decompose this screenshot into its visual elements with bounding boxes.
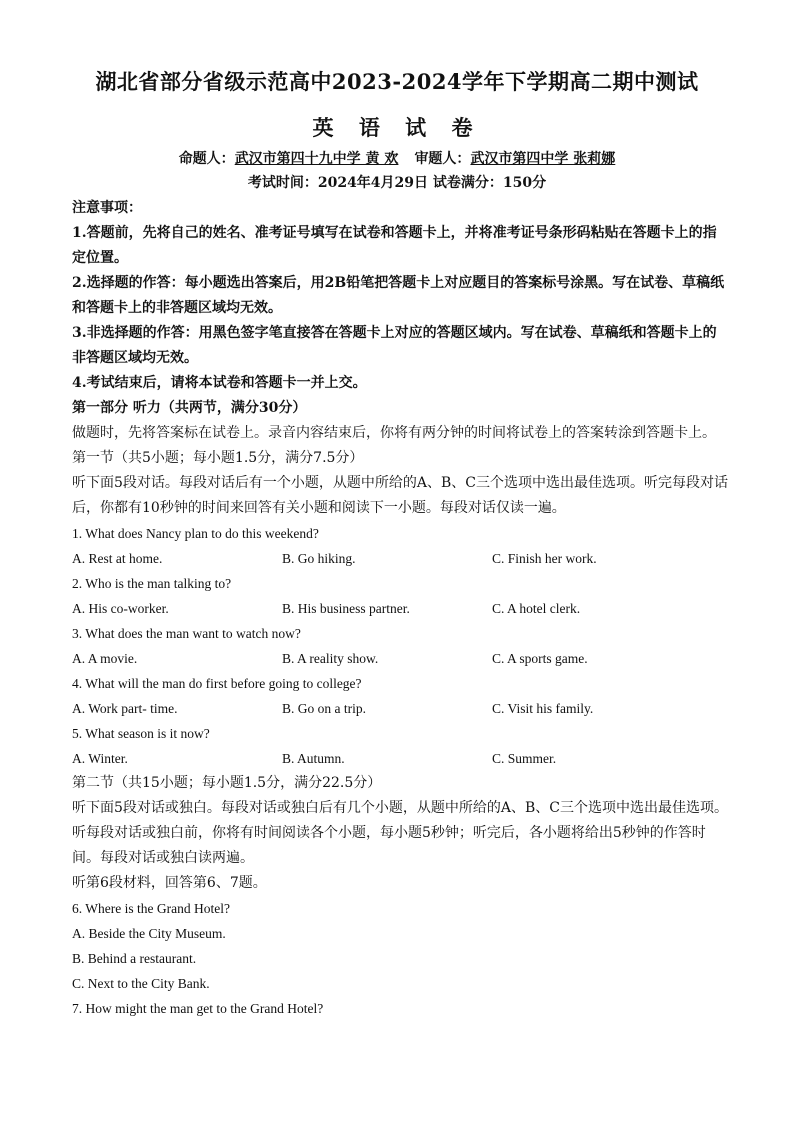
exam-info: 考试时间：2024年4月29日 试卷满分：150分: [247, 175, 547, 191]
question-6-option-b: B. Behind a restaurant.: [72, 951, 197, 966]
option-b: B. A reality show.: [282, 651, 379, 666]
page-title: 湖北省部分省级示范高中2023-2024学年下学期高二期中测试: [95, 69, 699, 94]
page-subtitle: 英 语 试 卷: [312, 115, 482, 140]
question-2-options: [72, 596, 728, 621]
reviewer-name: 武汉市第四中学 张莉娜: [470, 151, 616, 167]
note-item: 4.考试结束后，请将本试卷和答题卡一并上交。: [72, 375, 367, 391]
authors-line: [0, 148, 794, 168]
option-a: A. Work part- time.: [72, 701, 178, 716]
option-c: C. A hotel clerk.: [492, 601, 581, 616]
exam-body: [72, 196, 728, 1021]
reviewer-label: 审题人：: [414, 151, 471, 167]
question-4: 4. What will the man do first before going to college?: [72, 676, 362, 691]
option-a: A. Winter.: [72, 751, 128, 766]
option-a: A. A movie.: [72, 651, 138, 666]
question-1: 1. What does Nancy plan to do this weekend?: [72, 526, 319, 541]
notes-heading: 注意事项：: [72, 200, 142, 216]
section2-heading: 第二节（共15小题；每小题1.5分，满分22.5分）: [72, 775, 382, 791]
option-a: A. Rest at home.: [72, 551, 163, 566]
question-3-options: [72, 646, 728, 671]
question-1-options: [72, 546, 728, 571]
question-2: 2. Who is the man talking to?: [72, 576, 232, 591]
material-6-label: 听第6段材料，回答第6、7题。: [72, 875, 267, 891]
section1-instructions: 听下面5段对话。每段对话后有一个小题，从题中所给的A、B、C三个选项中选出最佳选项。听完每段对话后，你都有10秒钟的时间来回答有关小题和阅读下一小题。每段对话仅读一遍。: [72, 475, 729, 516]
part1-intro: 做题时，先将答案标在试卷上。录音内容结束后，你将有两分钟的时间将试卷上的答案转涂到答题卡上。: [72, 425, 716, 441]
option-b: B. His business partner.: [282, 601, 410, 616]
question-5: 5. What season is it now?: [72, 726, 210, 741]
question-6-option-a: A. Beside the City Museum.: [72, 926, 226, 941]
note-item: 1.答题前，先将自己的姓名、准考证号填写在试卷和答题卡上，并将准考证号条形码粘贴在答题卡上的指定位置。: [72, 225, 717, 266]
option-b: B. Go hiking.: [282, 551, 356, 566]
section1-heading: 第一节（共5小题；每小题1.5分，满分7.5分）: [72, 450, 364, 466]
question-4-options: [72, 696, 728, 721]
question-6: 6. Where is the Grand Hotel?: [72, 901, 230, 916]
option-c: C. A sports game.: [492, 651, 588, 666]
option-c: C. Visit his family.: [492, 701, 594, 716]
note-item: 3.非选择题的作答：用黑色签字笔直接答在答题卡上对应的答题区域内。写在试卷、草稿纸和答题卡上的非答题区域均无效。: [72, 325, 717, 366]
question-6-option-c: C. Next to the City Bank.: [72, 976, 210, 991]
note-item: 2.选择题的作答：每小题选出答案后，用2B铅笔把答题卡上对应题目的答案标号涂黑。写在试卷、草稿纸和答题卡上的非答题区域均无效。: [72, 275, 725, 316]
option-c: C. Finish her work.: [492, 551, 597, 566]
setter-label: 命题人：: [178, 151, 235, 167]
setter-name: 武汉市第四十九中学 黄 欢: [234, 151, 399, 167]
option-c: C. Summer.: [492, 751, 557, 766]
section2-instructions: 听下面5段对话或独白。每段对话或独白后有几个小题，从题中所给的A、B、C三个选项中选出最佳选项。听每段对话或独白前，你将有时间阅读各个小题，每小题5秒钟；听完后，各小题将给出5秒钟的作答时间。每段对话或独白读两遍。: [72, 800, 729, 866]
question-3: 3. What does the man want to watch now?: [72, 626, 301, 641]
option-a: A. His co-worker.: [72, 601, 169, 616]
option-b: B. Go on a trip.: [282, 701, 366, 716]
question-7: 7. How might the man get to the Grand Hotel?: [72, 1001, 324, 1016]
part1-heading: 第一部分 听力（共两节，满分30分）: [72, 400, 307, 416]
question-5-options: [72, 746, 728, 771]
option-b: B. Autumn.: [282, 751, 345, 766]
